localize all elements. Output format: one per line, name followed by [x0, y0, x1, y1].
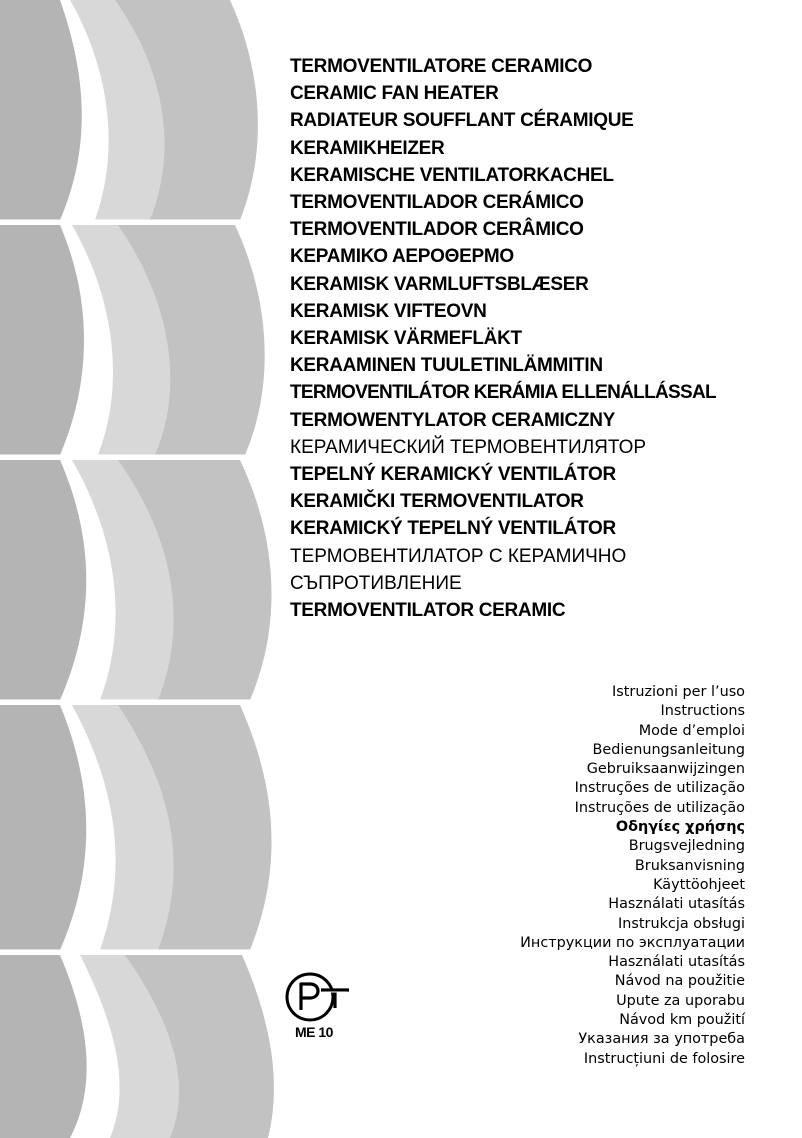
- title-hu: TERMOVENTILÁTOR KERÁMIA ELLENÁLLÁSSAL: [290, 382, 716, 404]
- title-hr: KERAMIČKI TERMOVENTILATOR: [290, 491, 584, 513]
- instructions-hu-2: Használati utasítás: [608, 954, 745, 971]
- title-pl: TERMOWENTYLATOR CERAMICZNY: [290, 409, 616, 431]
- product-title-list: [290, 53, 790, 624]
- instructions-hr: Upute za uporabu: [616, 992, 745, 1009]
- instructions-ro: Instrucțiuni de folosire: [583, 1050, 745, 1067]
- instructions-pl: Instrukcja obsługi: [618, 915, 745, 932]
- instructions-el: Οδηγίες χρήσης: [615, 819, 745, 836]
- title-fr: RADIATEUR SOUFFLANT CÉRAMIQUE: [290, 110, 634, 132]
- instructions-nl: Gebruiksaanwijzingen: [586, 761, 745, 778]
- title-cs: KERAMICKÝ TEPELNÝ VENTILÁTOR: [290, 518, 616, 540]
- title-it: TERMOVENTILATORE CERAMICO: [290, 56, 593, 77]
- instructions-es: Instruções de utilização: [574, 780, 745, 797]
- title-nl: KERAMISCHE VENTILATORKACHEL: [290, 164, 614, 186]
- title-sk: TEPELNÝ KERAMICKÝ VENTILÁTOR: [290, 464, 616, 486]
- title-pt: TERMOVENTILADOR CERÂMICO: [290, 219, 584, 241]
- title-bg-line2: СЪПРОТИВЛЕНИЕ: [290, 572, 462, 594]
- title-de: KERAMIKHEIZER: [290, 137, 445, 159]
- title-es: TERMOVENTILADOR CERÁMICO: [290, 192, 584, 214]
- instructions-no: Bruksanvisning: [634, 857, 745, 874]
- title-ro: TERMOVENTILATOR CERAMIC: [290, 600, 566, 622]
- certification-code: ME 10: [295, 1024, 333, 1040]
- instructions-fr: Mode d’emploi: [638, 722, 745, 739]
- arc-column-outer: [0, 0, 87, 1138]
- title-no: KERAMISK VIFTEOVN: [290, 300, 487, 322]
- title-bg-line1: ТЕРМОВЕНТИЛАТОР С КЕРАМИЧНО: [290, 545, 627, 567]
- instructions-sk: Návod na použitie: [614, 973, 745, 990]
- instructions-hu: Használati utasítás: [608, 896, 745, 913]
- title-da: KERAMISK VARMLUFTSBLÆSER: [290, 273, 589, 295]
- title-el: ΚΕΡΑΜΙΚΟ ΑΕΡΟΘΕΡΜΟ: [290, 246, 514, 268]
- title-en: CERAMIC FAN HEATER: [290, 83, 499, 105]
- instructions-language-list: [385, 683, 745, 1069]
- instructions-da: Brugsvejledning: [628, 838, 745, 855]
- instructions-bg: Указания за употреба: [578, 1031, 745, 1048]
- instructions-pt: Instruções de utilização: [574, 799, 745, 816]
- instructions-it: Istruzioni per l’uso: [612, 684, 745, 700]
- title-sv: KERAMISK VÄRMEFLÄKT: [290, 328, 522, 350]
- instructions-de: Bedienungsanleitung: [592, 741, 745, 758]
- title-fi: KERAAMINEN TUULETINLÄMMITIN: [290, 355, 603, 377]
- instructions-cs: Návod km použití: [619, 1012, 745, 1029]
- certification-mark: [283, 970, 353, 1050]
- instructions-ru: Инструкции по эксплуатации: [520, 934, 745, 951]
- title-ru: КЕРАМИЧЕСКИЙ ТЕРМОВЕНТИЛЯТОР: [290, 436, 647, 458]
- instructions-fi: Käyttöohjeet: [653, 876, 745, 893]
- pct-logo-icon: [283, 970, 353, 1026]
- instructions-en: Instructions: [660, 703, 745, 720]
